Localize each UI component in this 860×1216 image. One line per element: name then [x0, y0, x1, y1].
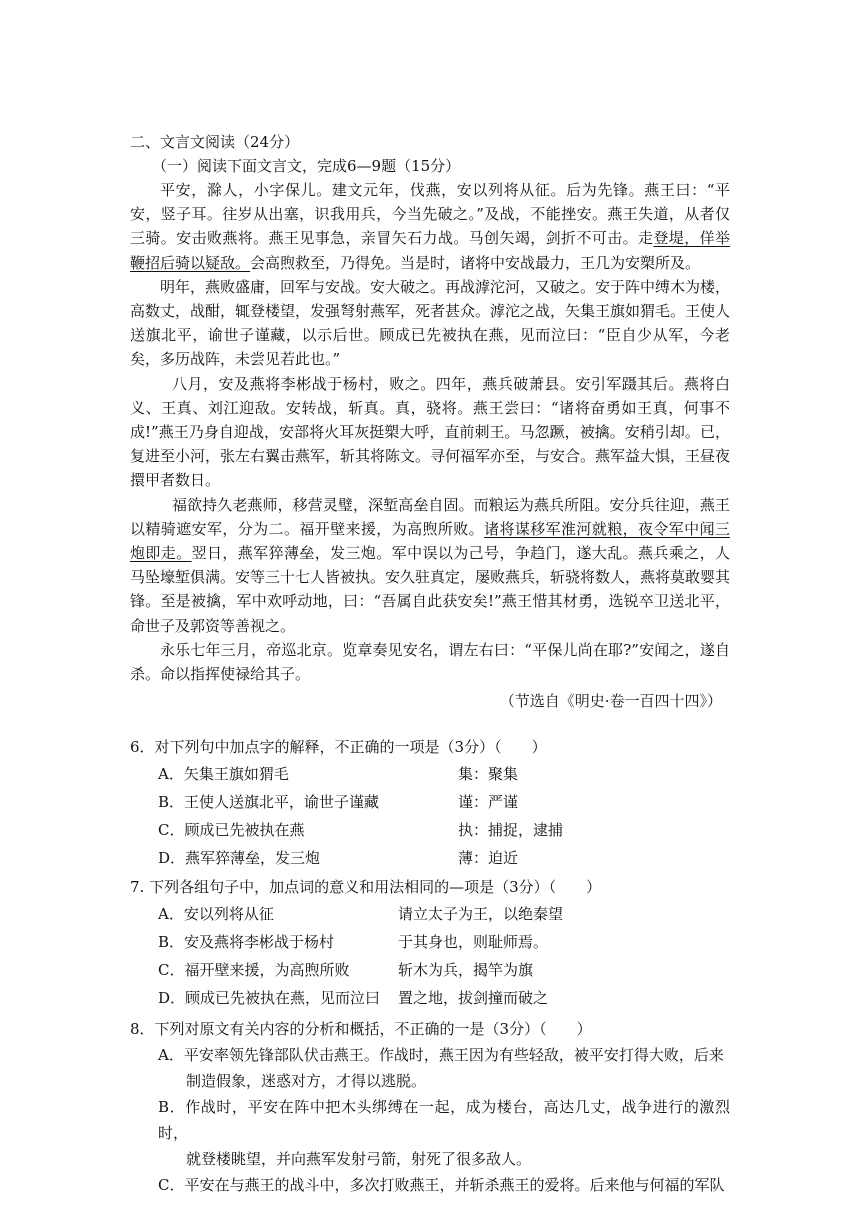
- passage-text: 福欲持久老燕师，移营灵璧，深堑高垒自固。而粮运为燕兵所阻。安分兵往迎，燕王以精骑遮安军，分为二。福开壁来援，为高煦所败。: [130, 495, 730, 538]
- option-text: C．平安在与燕王的战斗中，多次打败燕王，并斩杀燕王的爱将。后来他与何福的军队: [158, 1176, 725, 1195]
- option-b: [130, 928, 730, 956]
- page-content: [130, 130, 730, 1198]
- option-text: A．矢集王旗如猬毛: [158, 765, 289, 784]
- option-text: C．福开壁来援，为高煦所败: [158, 961, 350, 980]
- option-text: A．平安率领先锋部队伏击燕王。作战时，燕王因为有些轻敌，被平安打得大败，后来: [158, 1046, 724, 1065]
- option-b: [130, 1094, 730, 1172]
- option-a: [130, 1042, 730, 1094]
- option-c: [130, 956, 730, 984]
- option-text: B．王使人送旗北平，谕世子谨藏: [158, 793, 380, 812]
- passage-text: 平安，滁人，小字保儿。建文元年，伐燕，安以列将从征。后为先锋。燕王曰：“平安，竖子耳。往岁从出塞，识我用兵，今当先破之。”及战，不能挫安。燕王失道，从者仅三骑。安击败燕将。燕王见事急，亲冒矢石力战。马创矢竭，剑折不可击。走: [130, 181, 730, 248]
- option-compare: 于其身也，则耻师焉。: [398, 933, 549, 952]
- option-text: D．燕军猝薄垒，发三炮: [158, 849, 321, 868]
- option-text: A．安以列将从征: [158, 905, 274, 924]
- option-compare: 斩木为兵，揭竿为旗: [398, 961, 534, 980]
- sub-heading: （一）阅读下面文言文，完成6—9题（15分）: [152, 157, 461, 175]
- option-explanation: 谨：严谨: [458, 793, 519, 812]
- option-explanation: 集：聚集: [458, 765, 519, 784]
- question-8: [130, 1016, 730, 1198]
- passage-text: 翌日，燕军猝薄垒，发三炮。军中误以为己号，争趋门，遂大乱。燕兵乘之，人马坠壕堑俱满。安等三十七人皆被执。安久驻真定，屡败燕兵，斩骁将数人，燕将莫敢婴其锋。至是被擒，军中欢呼动地，曰：“吾属自此获安矣!”燕王惜其材勇，选锐卒卫送北平，命世子及郭资等善视之。: [130, 544, 731, 635]
- option-text: C．顾成已先被执在燕: [158, 821, 305, 840]
- option-text: B．安及燕将李彬战于杨村: [158, 933, 335, 952]
- passage-source: （节选自《明史·卷一百四十四》）: [499, 692, 722, 711]
- question-stem: 7. 下列各组句子中，加点词的意义和用法相同的—项是（3分）（ ）: [130, 878, 602, 897]
- option-compare: 置之地，拔剑撞而破之: [398, 989, 549, 1008]
- option-text: B．作战时，平安在阵中把木头绑缚在一起，成为楼台，高达几丈，战争进行的激烈时，: [158, 1098, 730, 1143]
- option-compare: 请立太子为王，以绝秦望: [398, 905, 564, 924]
- question-6: [130, 734, 730, 872]
- option-text: D．顾成已先被执在燕，见而泣曰: [158, 989, 381, 1008]
- option-explanation: 薄：迫近: [458, 849, 519, 868]
- section-heading: 二、文言文阅读（24分）: [130, 133, 300, 151]
- underlined-sentence: 登堤，佯举鞭招后骑以疑敌。: [130, 229, 730, 272]
- option-a: [130, 900, 730, 928]
- option-a: [130, 760, 730, 788]
- option-d: [130, 984, 730, 1012]
- passage-paragraph-5: 永乐七年三月，帝巡北京。览章奏见安名，谓左右曰：“平保儿尚在耶?”安闻之，遂自杀。命以指挥使禄给其子。: [130, 640, 730, 684]
- option-explanation: 执：捕捉，逮捕: [458, 821, 564, 840]
- question-stem: 6．对下列句中加点字的解释，不正确的一项是（3分）（ ）: [130, 738, 547, 757]
- passage-paragraph-1: [130, 178, 730, 275]
- underlined-sentence: 诸将谋移军淮河就粮，夜令军中闻三炮即走。: [130, 519, 730, 563]
- passage-paragraph-4: [130, 493, 730, 638]
- option-d: [130, 844, 730, 872]
- passage-text: 会高煦救至，乃得免。当是时，诸将中安战最力，王几为安槊所及。: [250, 253, 701, 272]
- option-text-continued: 制造假象，迷惑对方，才得以逃脱。: [186, 1072, 427, 1091]
- option-c: [130, 816, 730, 844]
- option-b: [130, 788, 730, 816]
- question-stem: 8．下列对原文有关内容的分析和概括，不正确的一是（3分）（ ）: [130, 1020, 592, 1039]
- passage-paragraph-3: 八月，安及燕将李彬战于杨村，败之。四年，燕兵破萧县。安引军蹑其后。燕将白义、王真、刘江迎敌。安转战，斩真。真，骁将。燕王尝曰：“诸将奋勇如王真，何事不成!”燕王乃身自迎战，安部将火耳灰挺槊大呼，直前刺王。马忽蹶，被擒。安稍引却。已，复进至小河，张左右翼击燕军，斩其将陈文。寻何福军亦至，与安合。燕军益大惧，王昼夜擐甲者数日。: [130, 374, 731, 490]
- option-c: [130, 1172, 730, 1198]
- option-text-continued: 就登楼眺望，并向燕军发射弓箭，射死了很多敌人。: [186, 1150, 532, 1169]
- question-7: [130, 874, 730, 1012]
- passage-paragraph-2: 明年，燕败盛庸，回军与安战。安大破之。再战滹沱河，又破之。安于阵中缚木为楼，高数丈，战酣，辄登楼望，发强弩射燕军，死者甚众。滹沱之战，矢集王旗如猬毛。王使人送旗北平，谕世子谨藏，以示后世。顾成已先被执在燕，见而泣曰：“臣自少从军，今老矣，多历战阵，未尝见若此也。”: [130, 277, 731, 369]
